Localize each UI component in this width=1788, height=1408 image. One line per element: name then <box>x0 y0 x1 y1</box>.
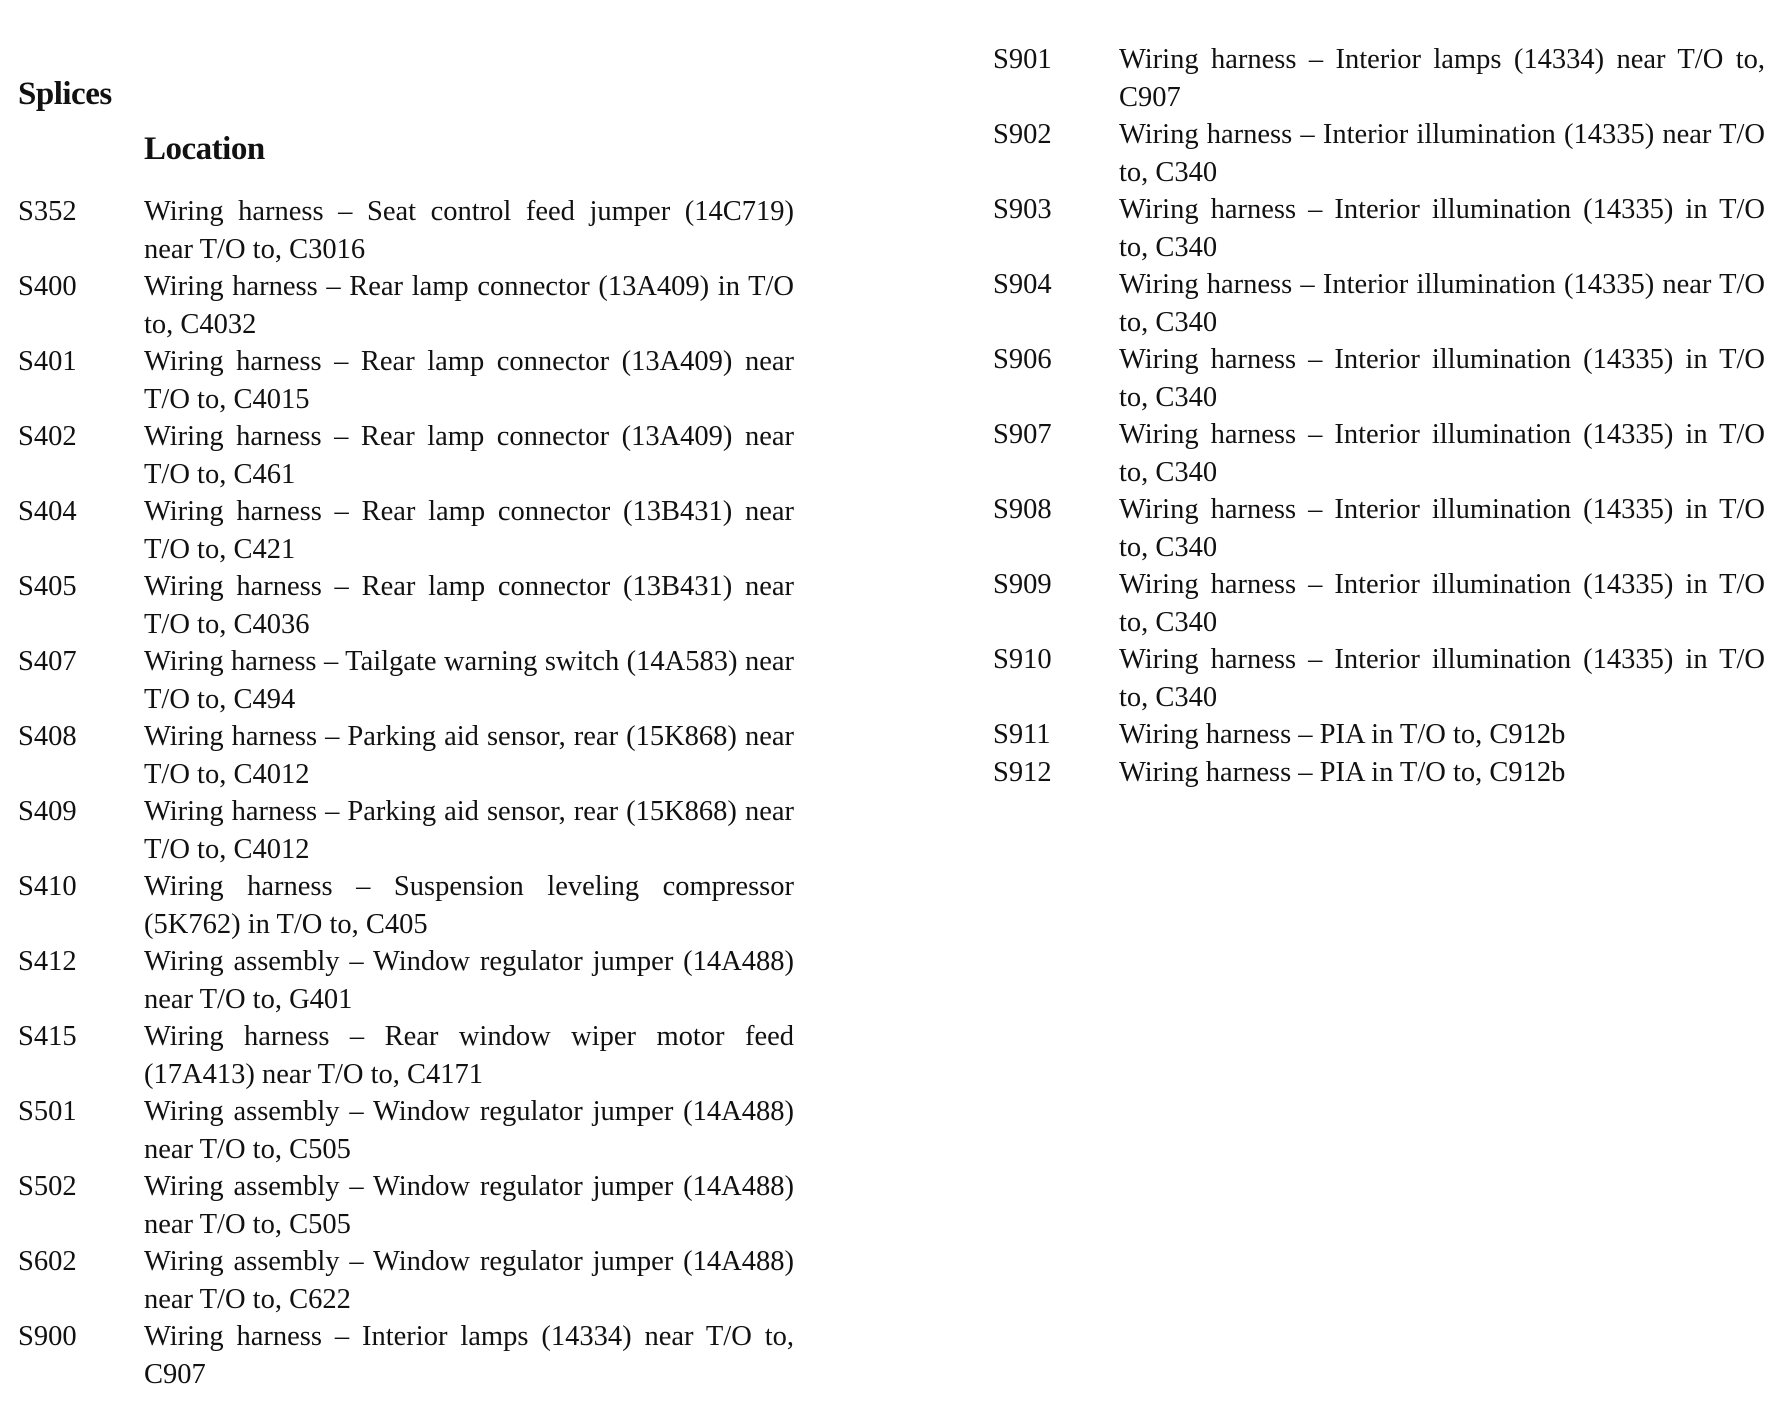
splice-location: Wiring harness – Interior illumination (14335) near T/O to, C340 <box>1119 119 1765 188</box>
splice-location: Wiring harness – Interior illumination (14335) in T/O to, C340 <box>1119 344 1765 413</box>
splice-location: Wiring harness – Interior illumination (14335) in T/O to, C340 <box>1119 569 1765 638</box>
splice-location: Wiring harness – Parking aid sensor, rear (15K868) near T/O to, C4012 <box>144 796 794 865</box>
splice-code: S909 <box>993 569 1052 600</box>
splice-entry <box>18 1093 794 1168</box>
splice-location: Wiring assembly – Window regulator jumper (14A488) near T/O to, C505 <box>144 1171 794 1240</box>
splice-code: S409 <box>18 796 77 827</box>
splice-location: Wiring harness – Rear lamp connector (13B431) near T/O to, C421 <box>144 496 794 565</box>
splice-location: Wiring harness – Interior illumination (14335) in T/O to, C340 <box>1119 194 1765 263</box>
splice-code: S408 <box>18 721 77 752</box>
location-header: Location <box>144 131 265 167</box>
splice-entry <box>18 1018 794 1093</box>
splice-list-left <box>18 193 794 1393</box>
section-title: Splices <box>18 76 112 112</box>
splice-entry <box>18 493 794 568</box>
splice-location: Wiring harness – PIA in T/O to, C912b <box>1119 719 1566 750</box>
splice-entry <box>18 1243 794 1318</box>
splice-location: Wiring harness – Parking aid sensor, rear (15K868) near T/O to, C4012 <box>144 721 794 790</box>
splice-location: Wiring harness – Rear lamp connector (13A409) near T/O to, C4015 <box>144 346 794 415</box>
splice-code: S407 <box>18 646 77 677</box>
splice-entry <box>18 343 794 418</box>
splice-entry <box>993 191 1765 266</box>
splice-location: Wiring harness – Interior lamps (14334) near T/O to, C907 <box>1119 44 1765 113</box>
splice-entry <box>18 1318 794 1393</box>
splice-entry <box>18 1168 794 1243</box>
splice-code: S502 <box>18 1171 77 1202</box>
splice-entry <box>18 868 794 943</box>
splice-entry <box>18 943 794 1018</box>
splice-entry <box>993 416 1765 491</box>
splice-code: S906 <box>993 344 1052 375</box>
splice-code: S911 <box>993 719 1051 750</box>
splice-list-right <box>993 41 1765 791</box>
splice-code: S910 <box>993 644 1052 675</box>
splice-location: Wiring harness – Interior illumination (14335) near T/O to, C340 <box>1119 269 1765 338</box>
splice-location: Wiring harness – Interior illumination (14335) in T/O to, C340 <box>1119 419 1765 488</box>
splice-code: S405 <box>18 571 77 602</box>
splice-entry <box>993 491 1765 566</box>
splice-entry <box>18 793 794 868</box>
splice-code: S904 <box>993 269 1052 300</box>
splice-location: Wiring assembly – Window regulator jumper (14A488) near T/O to, C505 <box>144 1096 794 1165</box>
splice-code: S908 <box>993 494 1052 525</box>
splice-location: Wiring harness – PIA in T/O to, C912b <box>1119 756 1566 788</box>
splice-entry <box>993 41 1765 116</box>
splice-entry <box>993 266 1765 341</box>
splice-entry <box>993 716 1765 754</box>
splice-code: S352 <box>18 196 77 227</box>
splice-location: Wiring assembly – Window regulator jumper (14A488) near T/O to, G401 <box>144 946 794 1015</box>
splice-entry <box>18 418 794 493</box>
splice-location: Wiring harness – Rear lamp connector (13A409) in T/O to, C4032 <box>144 271 794 340</box>
splice-location: Wiring harness – Rear lamp connector (13B431) near T/O to, C4036 <box>144 571 794 640</box>
splice-location: Wiring harness – Seat control feed jumper (14C719) near T/O to, C3016 <box>144 196 794 265</box>
splice-entry <box>18 718 794 793</box>
splice-code: S410 <box>18 871 77 902</box>
splice-location: Wiring harness – Interior illumination (14335) in T/O to, C340 <box>1119 644 1765 713</box>
splice-code: S501 <box>18 1096 77 1127</box>
splice-code: S602 <box>18 1246 77 1277</box>
splice-code: S400 <box>18 271 77 302</box>
splice-code: S903 <box>993 194 1052 225</box>
splice-entry <box>18 568 794 643</box>
splice-code: S902 <box>993 119 1052 150</box>
splice-entry <box>993 754 1765 792</box>
splice-code: S907 <box>993 419 1052 450</box>
splice-code: S901 <box>993 44 1052 75</box>
splice-location: Wiring assembly – Window regulator jumper (14A488) near T/O to, C622 <box>144 1246 794 1315</box>
splice-entry <box>993 341 1765 416</box>
splice-location: Wiring harness – Interior lamps (14334) near T/O to, C907 <box>144 1321 794 1390</box>
splice-location: Wiring harness – Rear window wiper motor feed (17A413) near T/O to, C4171 <box>144 1021 794 1090</box>
splice-code: S900 <box>18 1321 77 1352</box>
splice-entry <box>993 116 1765 191</box>
splice-entry <box>993 641 1765 716</box>
splice-location: Wiring harness – Rear lamp connector (13A409) near T/O to, C461 <box>144 421 794 490</box>
splice-location: Wiring harness – Suspension leveling compressor (5K762) in T/O to, C405 <box>144 871 794 940</box>
splice-entry <box>18 268 794 343</box>
splice-location: Wiring harness – Tailgate warning switch (14A583) near T/O to, C494 <box>144 646 794 715</box>
splice-code: S404 <box>18 496 77 527</box>
splice-code: S402 <box>18 421 77 452</box>
splice-entry <box>18 643 794 718</box>
splice-location: Wiring harness – Interior illumination (14335) in T/O to, C340 <box>1119 494 1765 563</box>
splice-code: S912 <box>993 756 1052 788</box>
splice-code: S401 <box>18 346 77 377</box>
splice-code: S412 <box>18 946 77 977</box>
splice-entry <box>18 193 794 268</box>
splice-code: S415 <box>18 1021 77 1052</box>
splice-entry <box>993 566 1765 641</box>
